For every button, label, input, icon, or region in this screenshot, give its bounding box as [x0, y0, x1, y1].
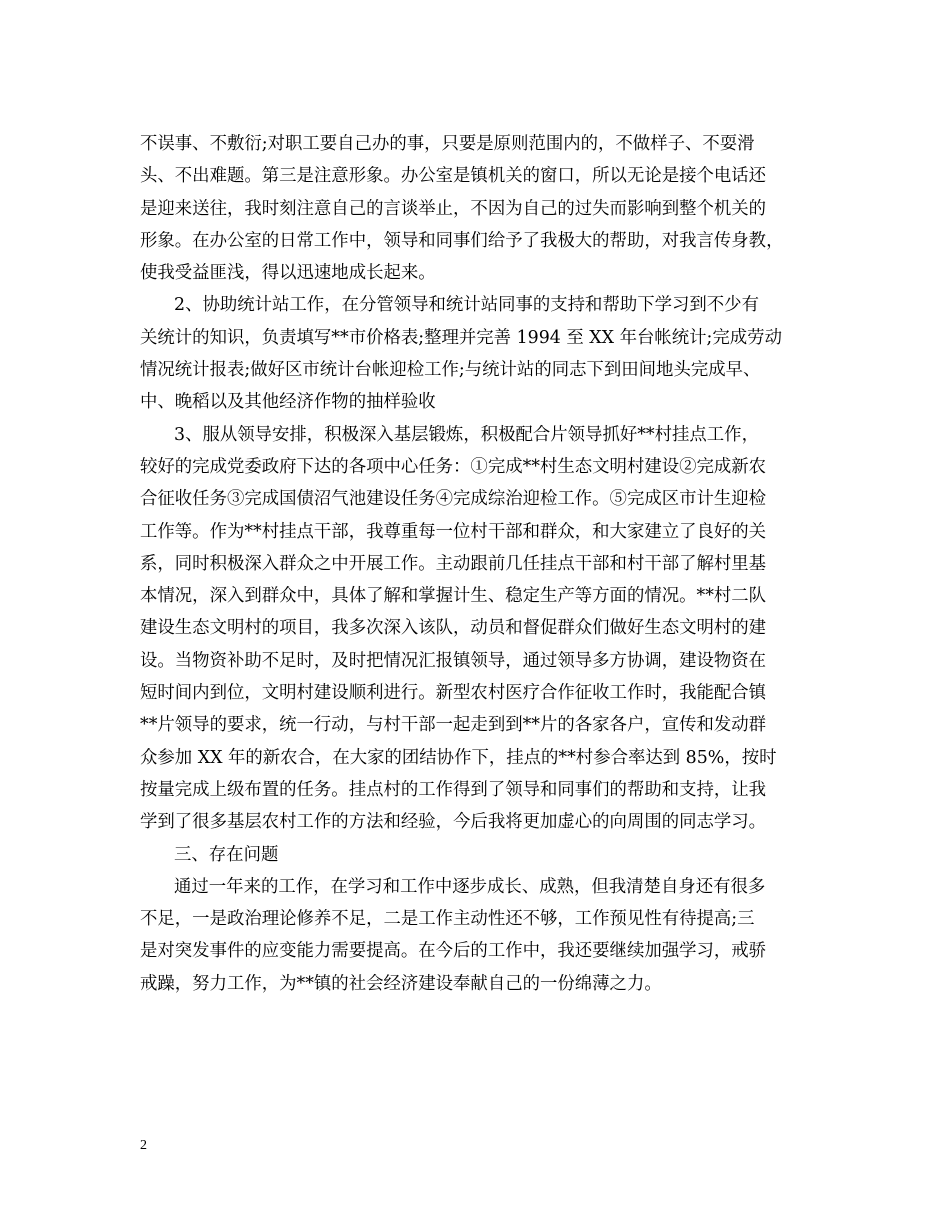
text-line: 建设生态文明村的项目，我多次深入该队，动员和督促群众们做好生态文明村的建	[140, 618, 767, 639]
text-line: 3、服从领导安排，积极深入基层锻炼，积极配合片领导抓好**村挂点工作，	[174, 424, 759, 445]
text-line: 关统计的知识，负责填写**市价格表;整理并完善 1994 至 XX 年台帐统计;完成劳动	[140, 327, 782, 348]
page-number: 2	[140, 1138, 147, 1153]
text-line: 头、不出难题。第三是注意形象。办公室是镇机关的窗口，所以无论是接个电话还	[140, 166, 767, 187]
text-line: 是迎来送往，我时刻注意自己的言谈举止，不因为自己的过失而影响到整个机关的	[140, 198, 767, 219]
text-line: 设。当物资补助不足时，及时把情况汇报镇领导，通过领导多方协调，建设物资在	[140, 650, 767, 671]
text-line: 形象。在办公室的日常工作中，领导和同事们给予了我极大的帮助，对我言传身教，	[140, 230, 784, 251]
text-line: 是对突发事件的应变能力需要提高。在今后的工作中，我还要继续加强学习，戒骄	[140, 941, 767, 962]
document-body	[140, 128, 825, 1000]
text-line: 较好的完成党委政府下达的各项中心任务：①完成**村生态文明村建设②完成新农	[140, 456, 767, 477]
text-line: 情况统计报表;做好区市统计台帐迎检工作;与统计站的同志下到田间地头完成早、	[140, 360, 761, 381]
text-line: 戒躁，努力工作，为**镇的社会经济建设奉献自己的一份绵薄之力。	[140, 973, 662, 994]
text-line: 学到了很多基层农村工作的方法和经验，今后我将更加虚心的向周围的同志学习。	[140, 812, 767, 833]
text-line: **片领导的要求，统一行动，与村干部一起走到到**片的各家各户，宣传和发动群	[140, 715, 767, 736]
text-line: 短时间内到位，文明村建设顺利进行。新型农村医疗合作征收工作时，我能配合镇	[140, 683, 767, 704]
text-line: 工作等。作为**村挂点干部，我尊重每一位村干部和群众，和大家建立了良好的关	[140, 521, 767, 542]
text-line: 不误事、不敷衍;对职工要自己办的事，只要是原则范围内的，不做样子、不耍滑	[140, 134, 755, 154]
text-line: 合征收任务③完成国债沼气池建设任务④完成综治迎检工作。⑤完成区市计生迎检	[140, 489, 767, 510]
text-line: 2、协助统计站工作，在分管领导和统计站同事的支持和帮助下学习到不少有	[174, 295, 759, 316]
text-line: 使我受益匪浅，得以迅速地成长起来。	[140, 263, 436, 284]
text-line: 本情况，深入到群众中，具体了解和掌握计生、稳定生产等方面的情况。**村二队	[140, 586, 767, 607]
text-line: 中、晚稻以及其他经济作物的抽样验收	[140, 392, 436, 413]
text-line: 通过一年来的工作，在学习和工作中逐步成长、成熟，但我清楚自身还有很多	[174, 876, 766, 897]
text-line: 三、存在问题	[174, 844, 279, 865]
text-line: 不足，一是政治理论修养不足，二是工作主动性还不够，工作预见性有待提高;三	[140, 909, 755, 930]
text-line: 众参加 XX 年的新农合，在大家的团结协作下，挂点的**村参合率达到 85%，按时	[140, 747, 777, 768]
text-line: 系，同时积极深入群众之中开展工作。主动跟前几任挂点干部和村干部了解村里基	[140, 553, 767, 574]
text-line: 按量完成上级布置的任务。挂点村的工作得到了领导和同事们的帮助和支持，让我	[140, 779, 767, 800]
